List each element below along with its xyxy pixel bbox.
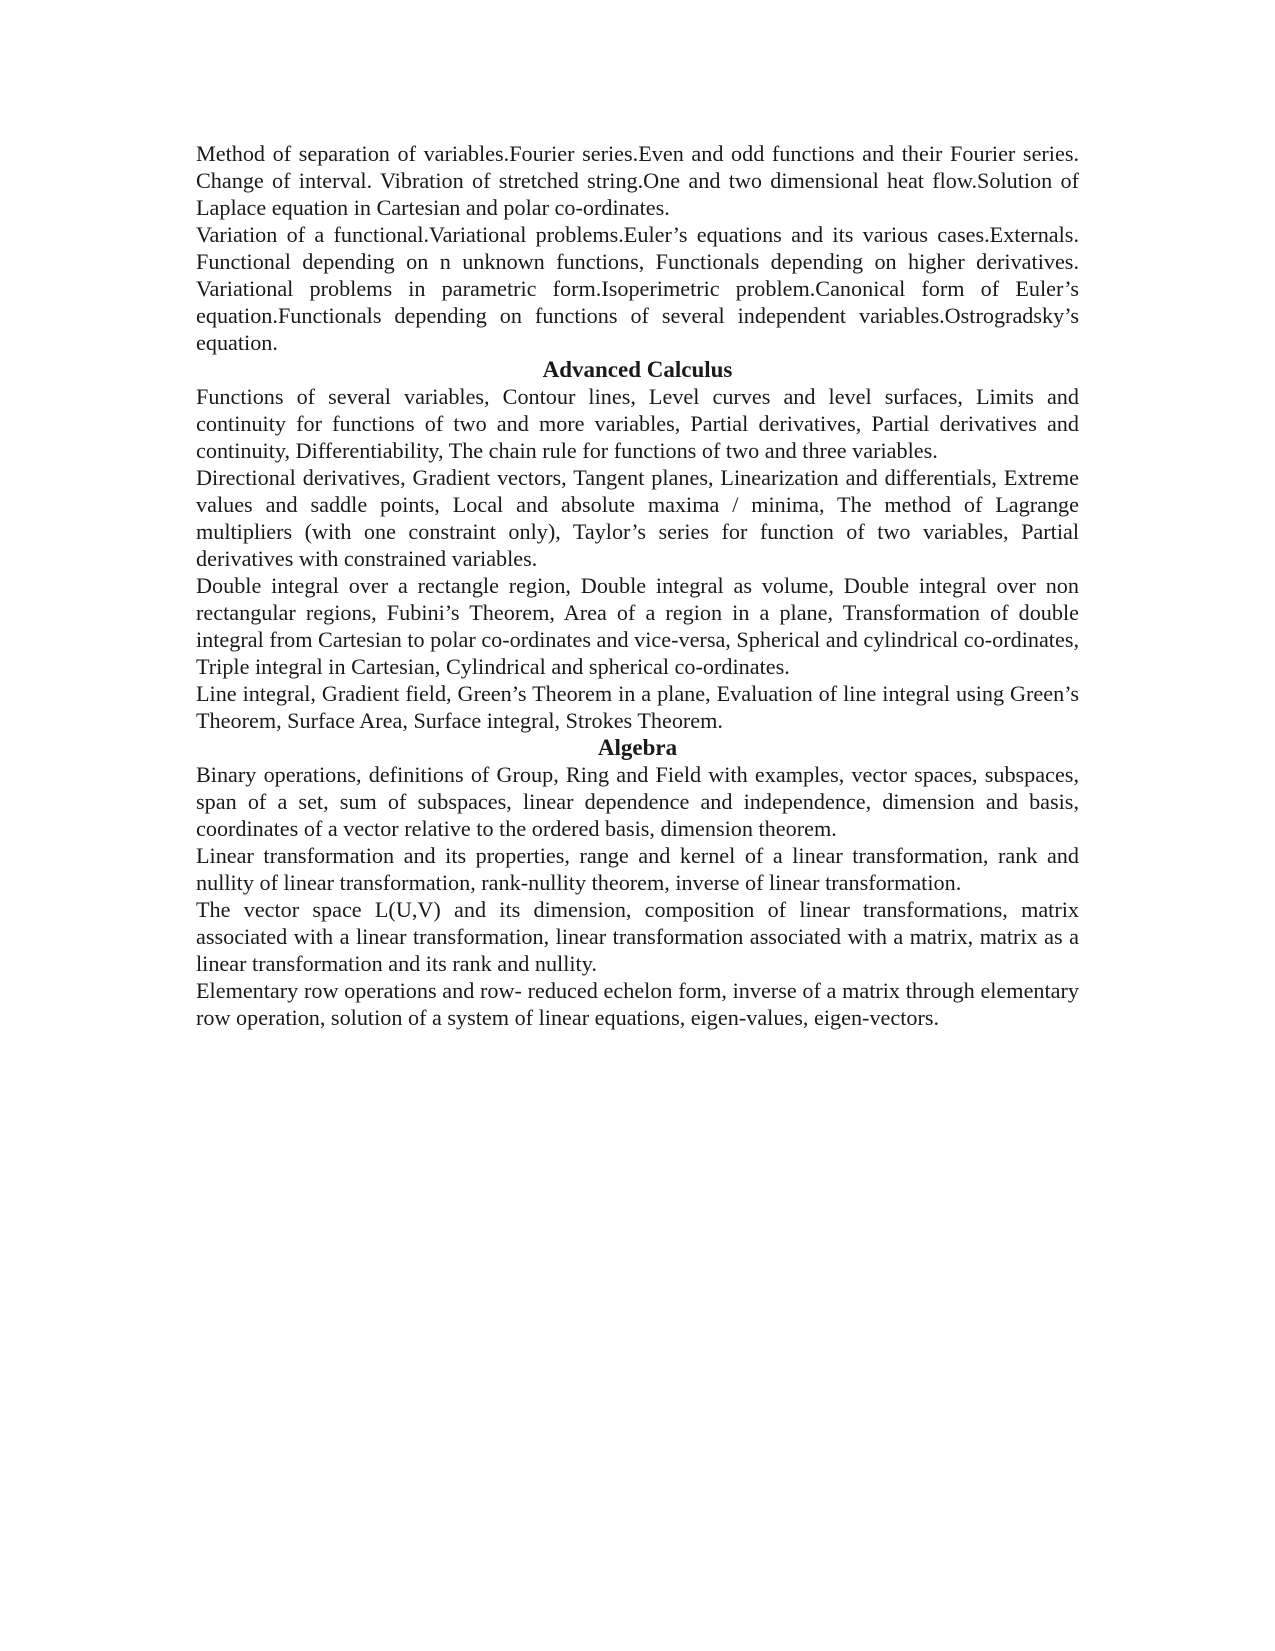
paragraph-line-integral: Line integral, Gradient field, Green’s Theorem in a plane, Evaluation of line integral using Green’s Theorem, Surface Area, Surface integral, Strokes Theorem. <box>196 681 1079 733</box>
paragraph-vector-space-luv: The vector space L(U,V) and its dimension, composition of linear transformations, matrix associated with a linear transformation, linear transformation associated with a matrix, matrix as a linear transformation and its rank and nullity. <box>196 897 1079 976</box>
paragraph-fourier-laplace: Method of separation of variables.Fourier series.Even and odd functions and their Fourier series. Change of interval. Vibration of stretched string.One and two dimensional heat flow.Solution of Laplace equation in Cartesian and polar co-ordinates. <box>196 141 1079 220</box>
paragraph-row-operations: Elementary row operations and row- reduced echelon form, inverse of a matrix through elementary row operation, solution of a system of linear equations, eigen-values, eigen-vectors. <box>196 978 1079 1030</box>
algebra-section <box>196 734 1079 1031</box>
section-heading-advanced-calculus: Advanced Calculus <box>542 357 733 382</box>
paragraph-several-variables: Functions of several variables, Contour lines, Level curves and level surfaces, Limits and continuity for functions of two and more variables, Partial derivatives, Partial derivatives and continuity, Differentiability, The chain rule for functions of two and three variables. <box>196 384 1079 463</box>
section-heading-algebra: Algebra <box>597 735 678 760</box>
intro-section <box>196 140 1079 356</box>
paragraph-linear-transformation: Linear transformation and its properties, range and kernel of a linear transformation, rank and nullity of linear transformation, rank-nullity theorem, inverse of linear transformation. <box>196 843 1079 895</box>
paragraph-binary-operations: Binary operations, definitions of Group, Ring and Field with examples, vector spaces, subspaces, span of a set, sum of subspaces, linear dependence and independence, dimension and basis, coordinates of a vector relative to the ordered basis, dimension theorem. <box>196 762 1079 841</box>
paragraph-variational: Variation of a functional.Variational problems.Euler’s equations and its various cases.Externals. Functional depending on n unknown functions, Functionals depending on higher derivatives. Variational problems in parametric form.Isoperimetric problem.Canonical form of Euler’s equation.Functionals depending on functions of several independent variables.Ostrogradsky’s equation. <box>196 222 1079 355</box>
paragraph-directional-derivatives: Directional derivatives, Gradient vectors, Tangent planes, Linearization and differentials, Extreme values and saddle points, Local and absolute maxima / minima, The method of Lagrange multipliers (with one constraint only), Taylor’s series for function of two variables, Partial derivatives with constrained variables. <box>196 465 1079 571</box>
paragraph-double-integral: Double integral over a rectangle region, Double integral as volume, Double integral over non rectangular regions, Fubini’s Theorem, Area of a region in a plane, Transformation of double integral from Cartesian to polar co-ordinates and vice-versa, Spherical and cylindrical co-ordinates, Triple integral in Cartesian, Cylindrical and spherical co-ordinates. <box>196 573 1079 679</box>
advanced-calculus-section <box>196 356 1079 734</box>
document-page <box>196 140 1079 1031</box>
